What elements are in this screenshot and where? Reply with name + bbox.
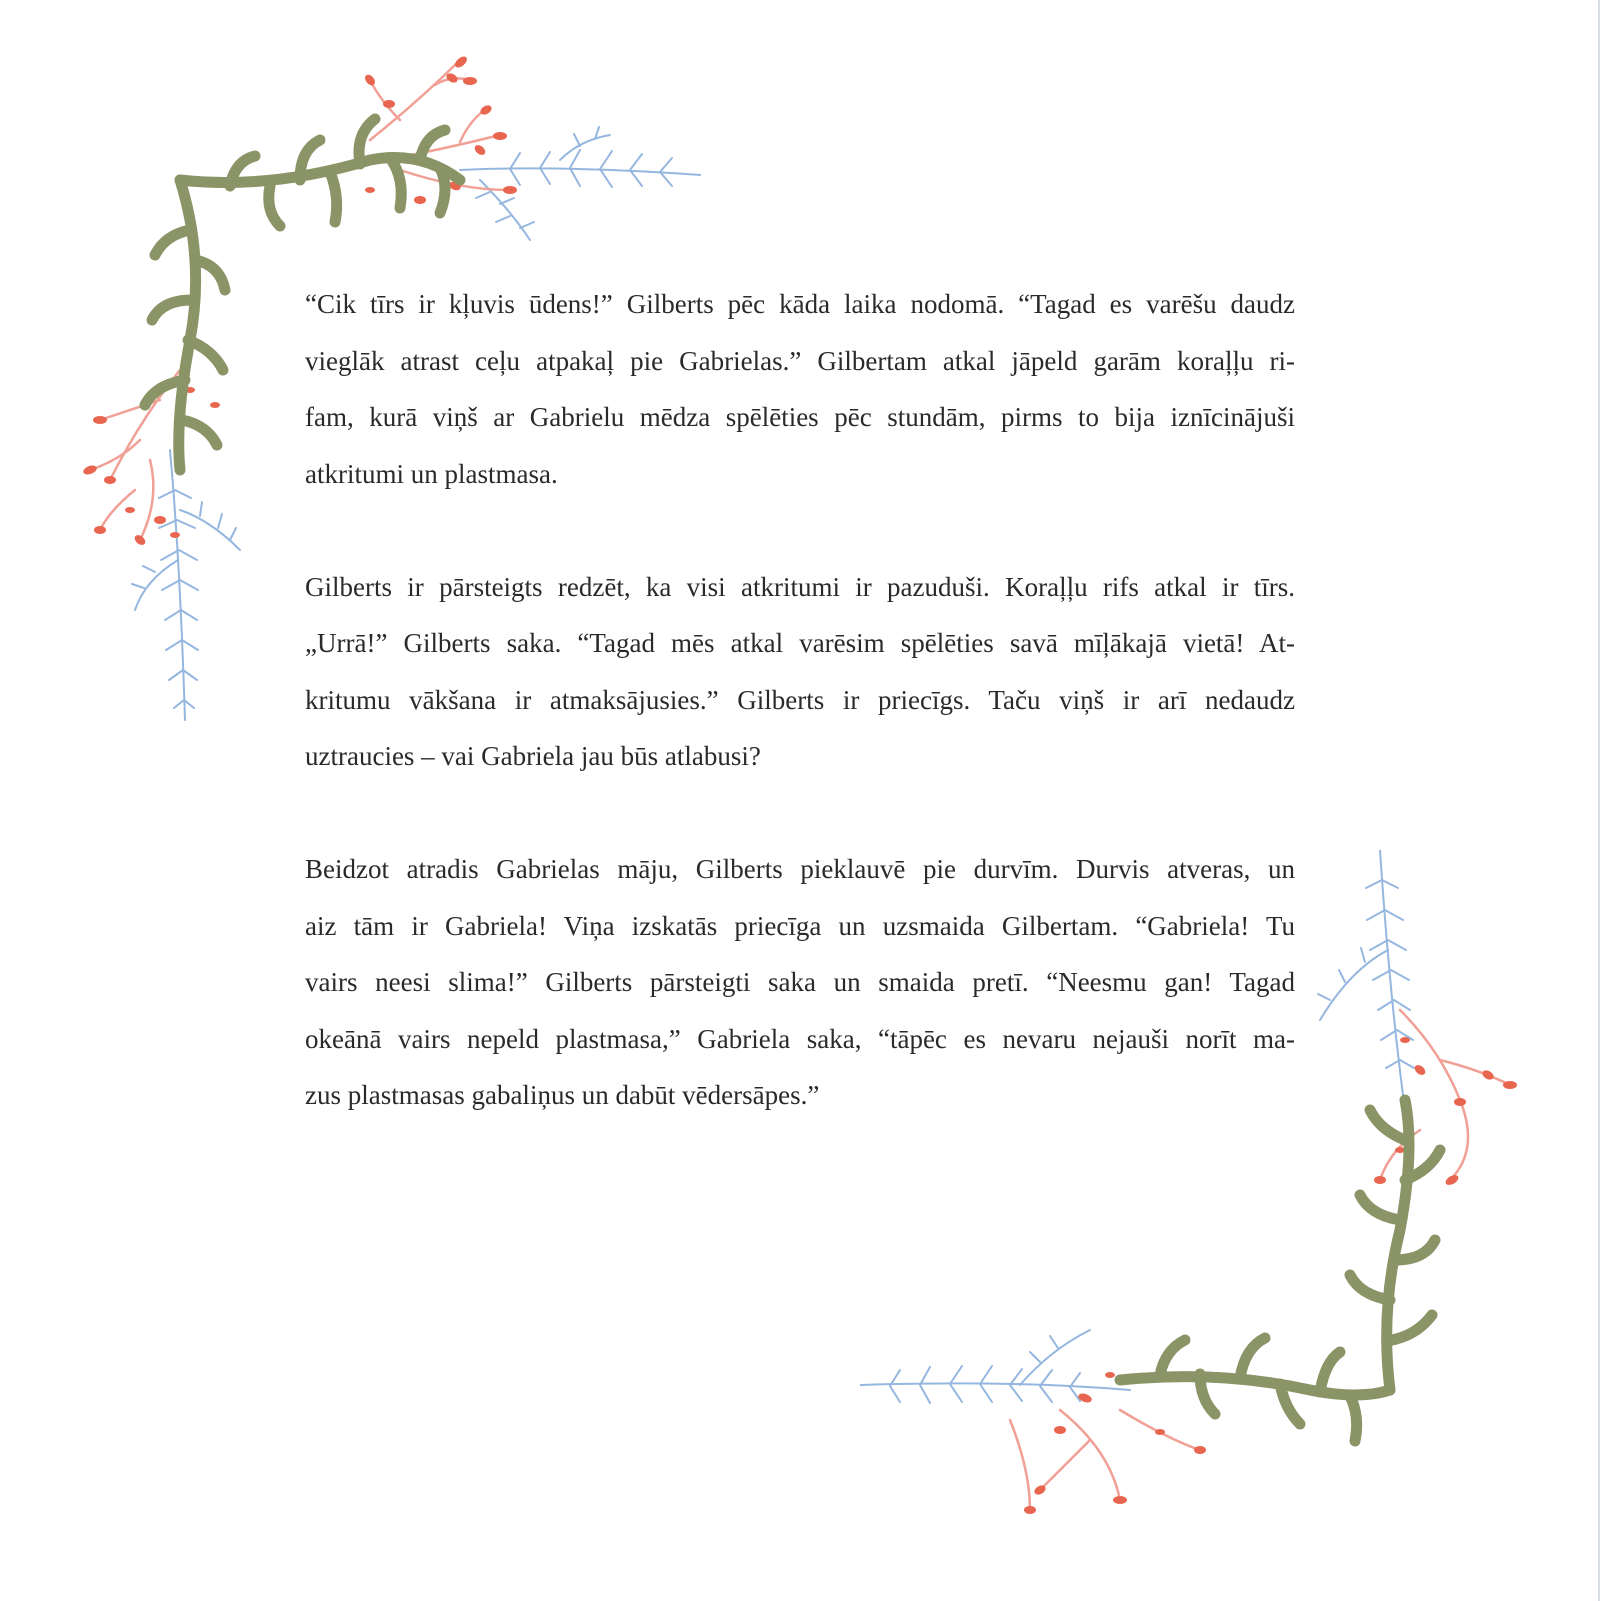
text-line: okeānā vairs nepeld plastmasa,” Gabriela saka, “tāpēc es nevaru nejauši norīt ma- (305, 1023, 1295, 1054)
text-line: “Cik tīrs ir kļuvis ūdens!” Gilberts pēc kāda laika nodomā. “Tagad es varēšu daudz (305, 289, 1295, 319)
text-line: „Urrā!” Gilberts saka. “Tagad mēs atkal varēsim spēlēties savā mīļākajā vietā! At- (305, 628, 1295, 658)
text-line: Gilberts ir pārsteigts redzēt, ka visi atkritumi ir pazuduši. Koraļļu rifs atkal ir tīrs. (305, 571, 1295, 602)
text-line: vairs neesi slima!” Gilberts pārsteigti saka un smaida pretī. “Neesmu gan! Tagad (305, 967, 1295, 997)
text-line: fam, kurā viņš ar Gabrielu mēdza spēlēties pēc stundām, pirms to bija iznīcinājuši (305, 402, 1295, 432)
story-paragraph (305, 841, 1295, 1124)
text-line: zus plastmasas gabaliņus un dabūt vēdersāpes.” (305, 1080, 820, 1110)
text-line: atkritumi un plastmasa. (305, 458, 558, 489)
story-text (305, 276, 1295, 1124)
text-line: kritumu vākšana ir atmaksājusies.” Gilberts ir priecīgs. Taču viņš ir arī nedaudz (305, 684, 1295, 715)
text-line: Beidzot atradis Gabrielas māju, Gilberts pieklauvē pie durvīm. Durvis atveras, un (305, 854, 1295, 884)
text-line: aiz tām ir Gabriela! Viņa izskatās priecīga un uzsmaida Gilbertam. “Gabriela! Tu (305, 910, 1295, 941)
text-line: uztraucies – vai Gabriela jau būs atlabusi? (305, 741, 761, 771)
story-paragraph (305, 276, 1295, 502)
story-paragraph (305, 559, 1295, 785)
text-line: vieglāk atrast ceļu atpakaļ pie Gabrielas.” Gilbertam atkal jāpeld garām koraļļu ri- (305, 345, 1295, 376)
